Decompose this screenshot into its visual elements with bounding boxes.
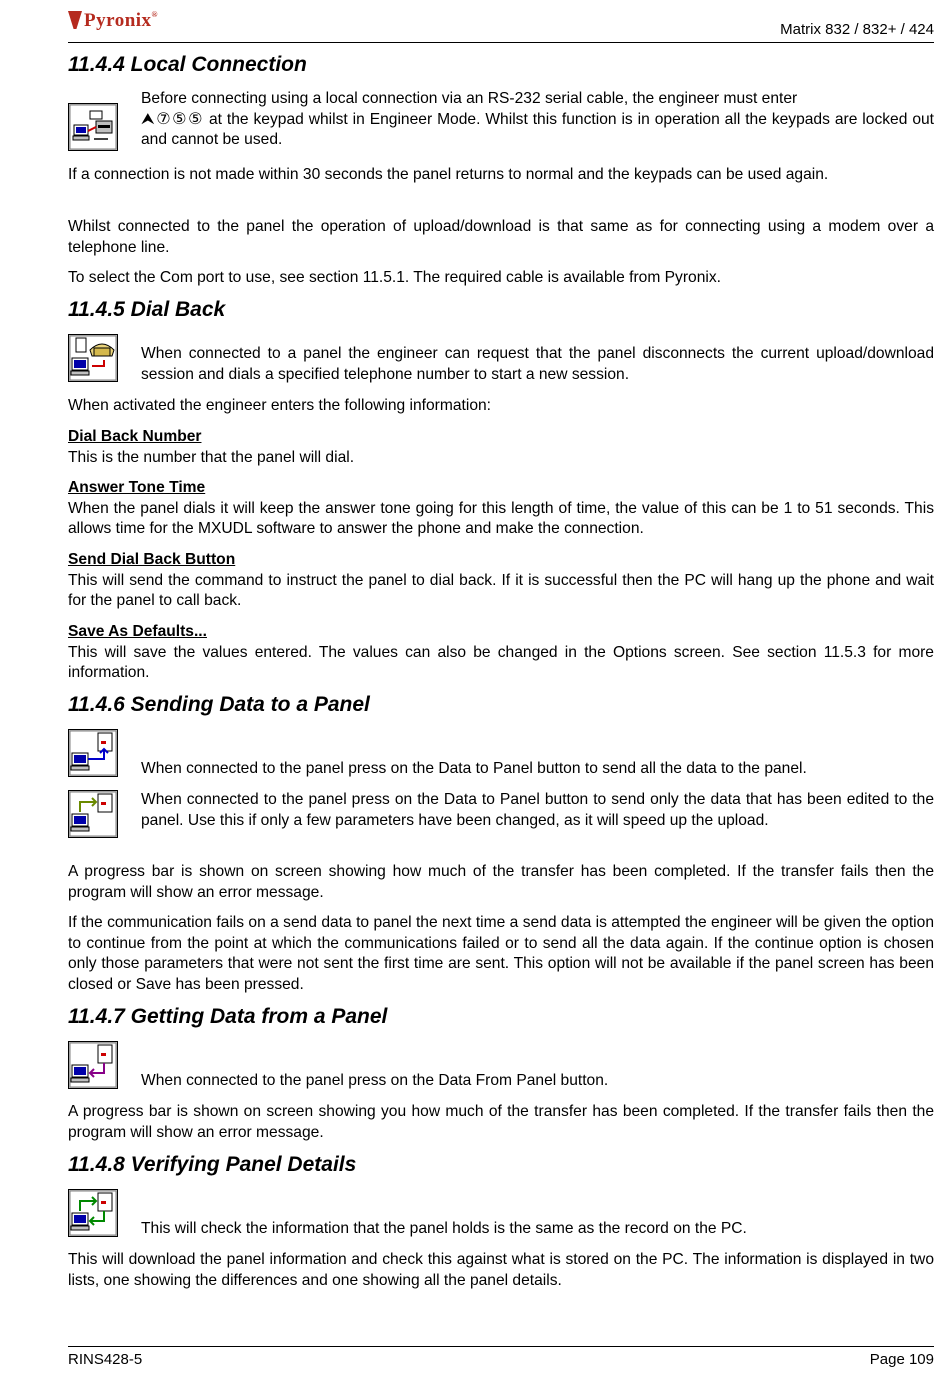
field-dial-back-number: Dial Back Number This is the number that the panel will dial. [68,428,355,466]
verify-icon[interactable] [68,1189,118,1237]
local-connection-para-4: To select the Com port to use, see section 11.5.1. The required cable is available from Pyronix. [68,269,721,286]
field-label: Dial Back Number [68,428,202,445]
keypad-sequence: ⮝⑦⑤⑤ [141,110,205,128]
page-header [68,8,934,43]
logo-mark-icon [68,11,82,29]
verifying-para-1: This will check the information that the panel holds is the same as the record on the PC. [141,1220,747,1237]
document-title: Matrix 832 / 832+ / 424 [780,21,934,38]
local-connection-para-3: Whilst connected to the panel the operation of upload/download is that same as for connecting using a modem over a telephone line. [68,218,934,256]
sending-data-para-1: When connected to the panel press on the Data to Panel button to send all the data to the panel. [141,760,807,777]
dial-back-icon[interactable] [68,334,118,382]
local-connection-para-1: Before connecting using a local connection via an RS-232 serial cable, the engineer must enter ⮝⑦⑤⑤ at the keypad whilst in Engineer Mode. Whilst this function is in operation all the keypads are locked out and cannot be used. [141,90,934,149]
dial-back-para-1: When connected to a panel the engineer can request that the panel disconnects the current upload/download session and dials a specified telephone number to start a new session. [141,345,934,383]
page-footer [68,1346,934,1368]
getting-data-para-1: When connected to the panel press on the Data From Panel button. [141,1072,609,1089]
sending-data-para-2: When connected to the panel press on the Data to Panel button to send only the data that has been edited to the panel. Use this if only a few parameters have been changed, as it will speed up the upload. [141,791,934,829]
field-label: Answer Tone Time [68,479,206,496]
field-save-as-defaults: Save As Defaults... This will save the values entered. The values can also be changed in the Options screen. See section 11.5.3 for more information. [68,623,934,682]
send-all-data-icon[interactable] [68,729,118,777]
sending-data-para-3: A progress bar is shown on screen showing how much of the transfer has been completed. If the transfer fails then the program will show an error message. [68,863,934,901]
local-connection-icon[interactable] [68,103,118,151]
getting-data-para-2: A progress bar is shown on screen showing you how much of the transfer has been completed. If the transfer fails then the program will show an error message. [68,1103,934,1141]
page-number: Page 109 [869,1351,934,1368]
sending-data-para-4: If the communication fails on a send data to panel the next time a send data is attempted the engineer will be given the option to continue from the point at which the communications failed or to send all the data again. If the continue option is chosen only those parameters that were not sent the first time are sent. This option will not be available if the panel screen has been closed or Save has been pressed. [68,914,934,994]
verifying-para-2: This will download the panel information and check this against what is stored on the PC. The information is displayed in two lists, one showing the differences and one showing all the panel details. [68,1251,934,1289]
section-title-verifying: 11.4.8 Verifying Panel Details [68,1153,357,1176]
pyronix-logo: Pyronix® [68,10,158,32]
section-title-dial-back: 11.4.5 Dial Back [68,298,226,321]
field-label: Send Dial Back Button [68,551,236,568]
section-title-local-connection: 11.4.4 Local Connection [68,53,307,76]
field-send-dial-back-button: Send Dial Back Button This will send the command to instruct the panel to dial back. If it is successful then the PC will hang up the phone and wait for the panel to call back. [68,551,934,610]
get-data-icon[interactable] [68,1041,118,1089]
document-id: RINS428-5 [68,1351,143,1368]
local-connection-para-2: If a connection is not made within 30 seconds the panel returns to normal and the keypads can be used again. [68,166,829,183]
section-title-getting-data: 11.4.7 Getting Data from a Panel [68,1005,388,1028]
field-label: Save As Defaults... [68,623,207,640]
field-answer-tone-time: Answer Tone Time When the panel dials it will keep the answer tone going for this length of time, the value of this can be 1 to 51 seconds. This allows time for the MXUDL software to answer the phone and make the connection. [68,479,934,538]
send-changed-data-icon[interactable] [68,790,118,838]
dial-back-para-2: When activated the engineer enters the following information: [68,397,492,414]
section-title-sending-data: 11.4.6 Sending Data to a Panel [68,693,370,716]
